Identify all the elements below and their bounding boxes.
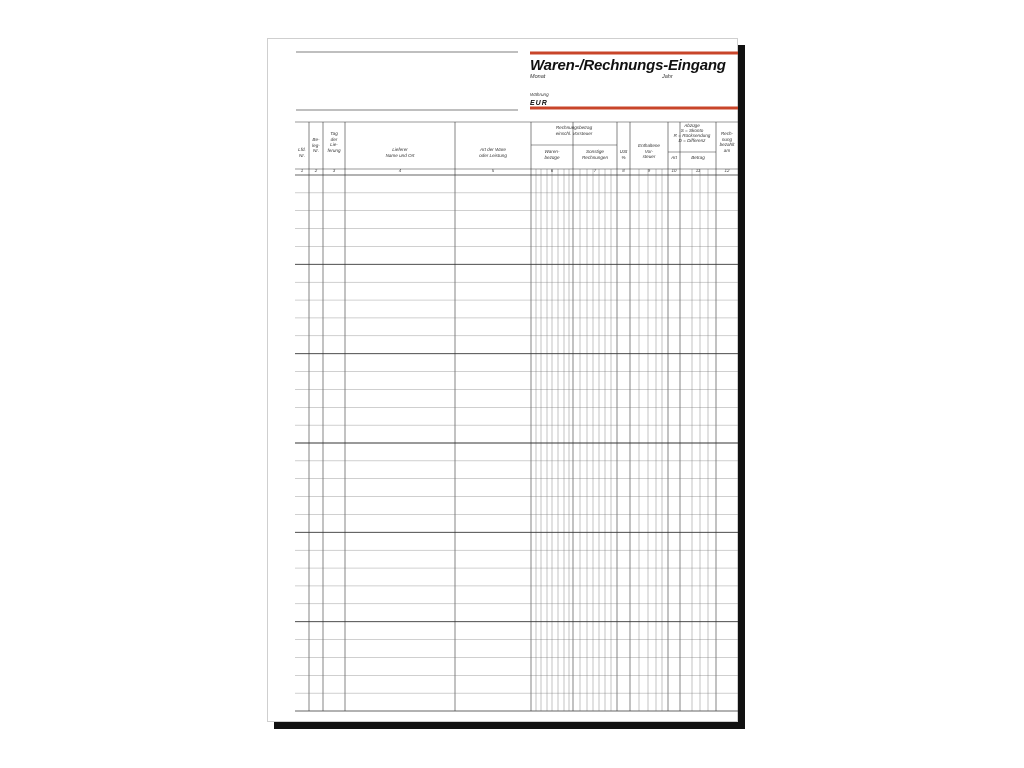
- col-number: 8: [622, 168, 625, 173]
- year-label: Jahr: [662, 74, 673, 80]
- header-warenbezuege: Waren- bezüge: [544, 149, 560, 160]
- col-number: 7: [593, 168, 597, 173]
- header-abzuege: Abzüge S = Skonto R = Rücksendung D = Differenz: [673, 123, 711, 143]
- col-number: 6: [550, 168, 554, 173]
- header-vorsteuer: Enthaltene Vor- steuer: [638, 143, 660, 160]
- form-title: Waren-/Rechnungs-Eingang: [530, 57, 726, 74]
- currency-value: EUR: [530, 100, 548, 107]
- header-lieferer: Lieferer Name und Ort: [385, 147, 415, 158]
- header-ust: USt %: [619, 149, 628, 160]
- header-sonstige-rechnungen: Sonstige Rechnungen: [581, 149, 609, 160]
- header-rechnungsbetrag: Rechnungsbetrag einschl. Vorsteuer: [555, 125, 593, 136]
- col-number: 10: [671, 168, 677, 173]
- header-art: Art: [671, 155, 677, 160]
- col-number: 12: [724, 168, 730, 173]
- header-betrag: Betrag: [691, 155, 705, 160]
- header-tag-der-lieferung: Tag der Lie- ferung: [327, 131, 341, 153]
- col-number: 1: [300, 168, 304, 173]
- header-beleg-nr: Be- leg- Nr.: [312, 137, 320, 154]
- col-number: 5: [491, 168, 495, 173]
- form-sheet: [267, 38, 738, 722]
- col-number: 4: [398, 168, 402, 173]
- col-number: 3: [332, 168, 336, 173]
- col-number: 11: [695, 168, 701, 173]
- header-art-der-ware: Art der Ware oder Leistung: [479, 147, 507, 158]
- header-lfd-nr: Lfd. Nr.: [298, 147, 306, 158]
- col-number: 9: [647, 168, 651, 173]
- col-number: 2: [314, 168, 318, 173]
- month-label: Monat: [530, 74, 546, 80]
- header-bezahlt-am: Rech- nung bezahlt am: [719, 131, 735, 153]
- currency-label: Währung: [530, 92, 549, 97]
